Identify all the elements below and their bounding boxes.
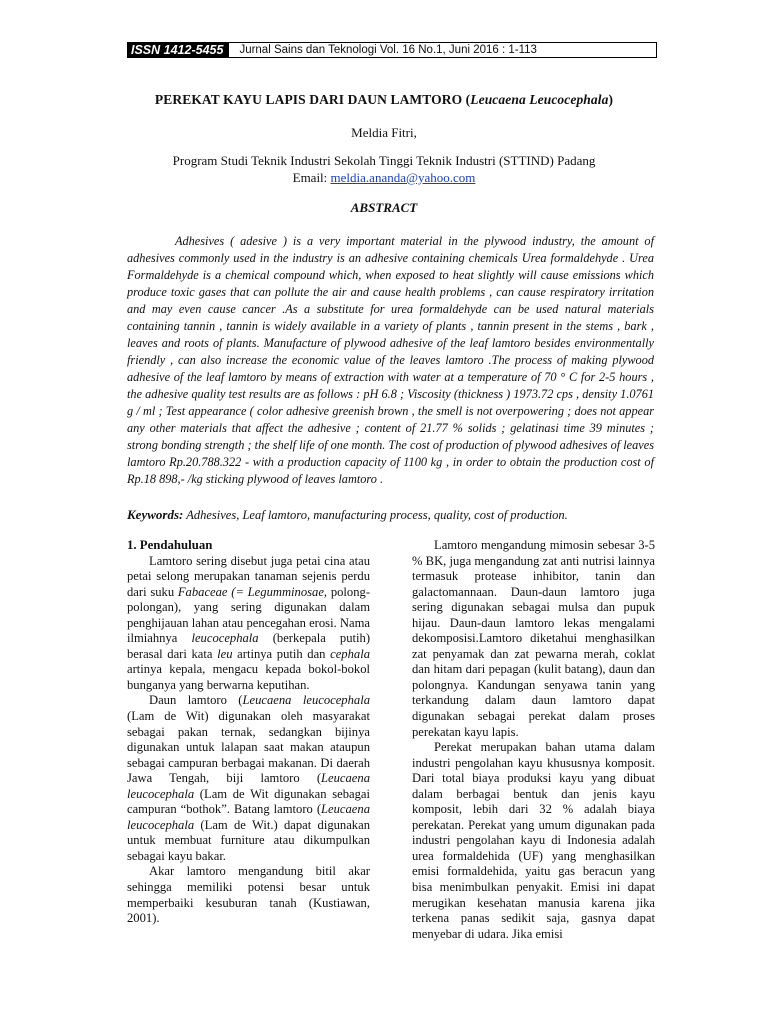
email-label: Email: <box>292 170 331 185</box>
italic-run: Fabaceae (= Legumminosae, <box>177 584 328 599</box>
abstract-text: Adhesives ( adesive ) is a very important material in the plywood industry, the amount of adhesives commonly used in the industry is an adhesive containing chemicals Urea formaldehyde . Urea Formaldehyde is a chemical compound which, when exposed to heat slightly will cause emissions which produce toxic gases that can pollute the air and cause health problems , can cause respiratory irritation and may even cause cancer .As a substitute for urea formaldehyde can be used natural materials containing tannin , tannin is widely available in a variety of plants , tannin present in the stems , bark , leaves and roots of plants. Manufacture of plywood adhesive of the leaf lamtoro besides environmentally friendly , can also increase the economic value of the leaves lamtoro .The process of making plywood adhesive of the leaf lamtoro by means of extraction with water at a temperature of 70 ° C for 2-5 hours , the adhesive quality test results are as follows : pH 6.8 ; Viscosity (thickness ) 1973.72 cps , density 1.0761 g / ml ; Test appearance ( color adhesive greenish brown , the smell is not overpowering ; does not appear any other materials that affect the adhesive ; content of 21.77 % solids ; gelatinasi time 39 minutes ; strong bonding strength ; the shelf life of one month. The cost of production of plywood adhesives of leaves lamtoro Rp.20.788.322 - with a production capacity of 1100 kg , in order to obtain the production cost of Rp.18 898,- /kg sticking plywood of leaves lamtoro . <box>127 234 654 486</box>
issn-label: ISSN 1412-5455 <box>128 43 229 57</box>
italic-run: Leucaena leucocephala <box>127 802 370 832</box>
text-run: (berkepala putih) berasal dari kata <box>127 631 371 661</box>
italic-run: Leucaena leucocephala <box>242 693 370 708</box>
abstract-heading: ABSTRACT <box>350 200 418 215</box>
left-column <box>127 538 370 927</box>
journal-header-bar <box>127 42 657 58</box>
title-species: Leucaena Leucocephala <box>470 92 609 107</box>
paragraph-4: Lamtoro mengandung mimosin sebesar 3-5 % BK, juga mengandung zat anti nutrisi lainnya termasuk protease inhibitor, tanin dan galactomannaan. Daun-daun lamtoro juga sering digunakan sebagai mulsa dan pupuk hijau. Daun-daun lamtoro lekas mengalami dekomposisi.Lamtoro diketahui menghasilkan zat penyamak dan zat pewarna merah, coklat dan hitam dari pepagan (kulit batang), daun dan polongnya. Kandungan senyawa tanin yang terkandung dalam daun lamtoro dapat digunakan sebagai perekat dalam proses perekatan kayu lapis. <box>412 538 655 739</box>
keywords-label: Keywords: <box>127 507 184 522</box>
paragraph-2 <box>127 693 370 864</box>
text-run: (Lam de Wit) digunakan oleh masyarakat sebagai pakan ternak, sedangkan bijinya digunakan untuk lalapan saat makan ataupun sebagai campuran berbagai makanan. Di daerah Jawa Tengah, biji lamtoro ( <box>127 709 370 786</box>
paragraph-3: Akar lamtoro mengandung bitil akar sehingga memiliki potensi besar untuk memperbaiki kesuburan tanah (Kustiawan, 2001). <box>127 864 370 926</box>
title-close: ) <box>608 92 614 107</box>
italic-run: cephala <box>330 646 370 661</box>
right-column <box>412 538 655 942</box>
section-heading: 1. Pendahuluan <box>127 538 213 552</box>
italic-run: Leucaena leucocephala <box>127 771 370 801</box>
text-run: (Lam de Wit.) dapat digunakan untuk membuat furniture atau dikumpulkan sebagai kayu bakar. <box>127 817 370 863</box>
email-link[interactable]: meldia.ananda@yahoo.com <box>330 170 476 185</box>
paragraph-1 <box>127 554 370 694</box>
italic-run: leu <box>217 646 233 661</box>
author-name: Meldia Fitri, <box>351 125 417 140</box>
text-run: artinya kepala, mengacu kepada bokol-bokol bunganya yang berwarna keputihan. <box>127 662 370 692</box>
text-run: artinya putih dan <box>232 646 331 661</box>
text-run: Daun lamtoro ( <box>149 693 243 708</box>
paragraph-5: Perekat merupakan bahan utama dalam industri pengolahan kayu khususnya komposit. Dari total biaya produksi kayu yang dibuat dalam berbagai bentuk dan jenis kayu komposit, lebih dari 32 % adalah biaya perekatan. Perekat yang umum digunakan pada industri pengolahan kayu di Indonesia adalah urea formaldehida (UF) yang menghasilkan emisi formaldehida, yaitu gas beracun yang bisa menimbulkan penyakit. Emisi ini dapat merugikan kesehatan manusia karena jika terkena panas sedikit saja, gasnya dapat menyebar di udara. Jika emisi <box>412 740 655 941</box>
email-line <box>0 170 768 186</box>
text-run: polong-polongan), yang sering digunakan dalam penghijauan lahan atau pencegahan erosi. Nama ilmiahnya <box>127 584 371 646</box>
keywords <box>127 507 657 523</box>
keywords-text: Adhesives, Leaf lamtoro, manufacturing process, quality, cost of production. <box>183 508 568 522</box>
title-main: PEREKAT KAYU LAPIS DARI DAUN LAMTORO ( <box>154 92 471 107</box>
text-run: Lamtoro sering disebut juga petai cina atau petai selong merupakan tanaman sejenis perdu dari suku <box>127 553 370 599</box>
affiliation: Program Studi Teknik Industri Sekolah Tinggi Teknik Industri (STTIND) Padang <box>172 153 596 168</box>
paper-title <box>0 92 768 108</box>
journal-info: Jurnal Sains dan Teknologi Vol. 16 No.1, Juni 2016 : 1-113 <box>239 44 537 56</box>
italic-run: leucocephala <box>191 631 259 646</box>
text-run: (Lam de Wit digunakan sebagai campuran “bothok”. Batang lamtoro ( <box>127 786 370 817</box>
